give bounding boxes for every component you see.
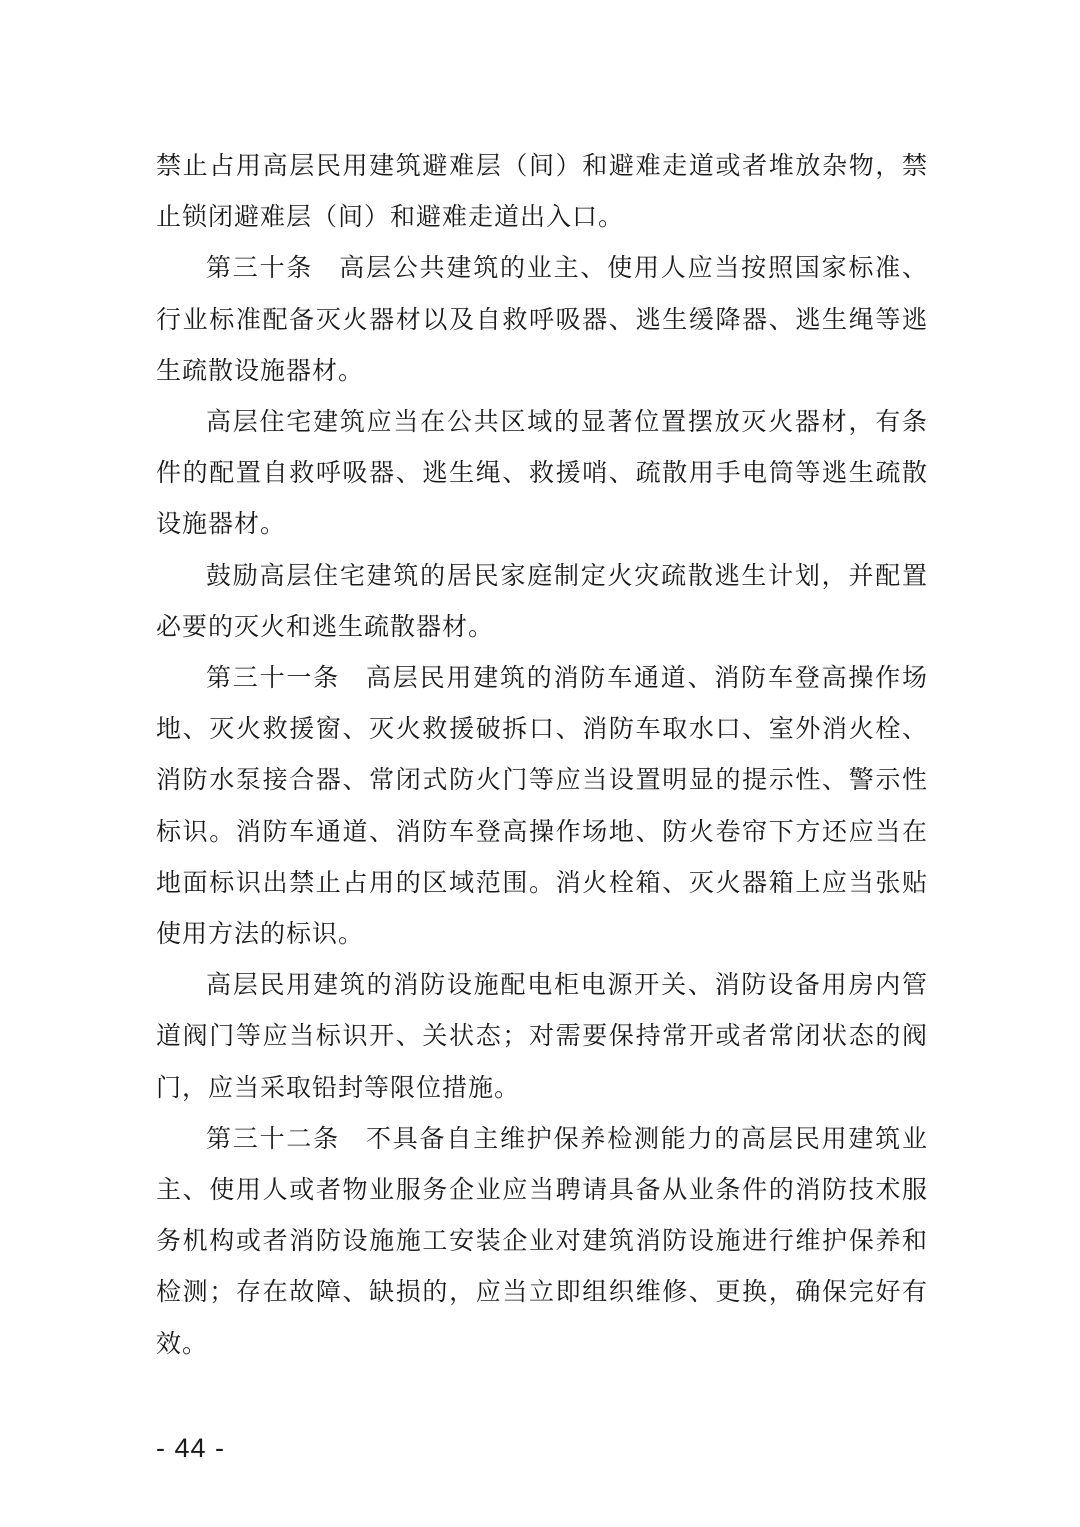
paragraph-text: 禁止占用高层民用建筑避难层（间）和避难走道或者堆放杂物，禁止锁闭避难层（间）和避难走道出入口。 xyxy=(156,151,928,232)
paragraph-text: 高层住宅建筑应当在公共区域的显著位置摆放灭火器材，有条件的配置自救呼吸器、逃生绳、救援哨、疏散用手电筒等逃生疏散设施器材。 xyxy=(156,407,928,539)
article-number: 第三十条 xyxy=(206,253,314,283)
article-32-paragraph xyxy=(156,1113,928,1369)
article-number: 第三十一条 xyxy=(206,663,340,693)
page-number: - 44 - xyxy=(156,1433,226,1463)
paragraph-valve-status xyxy=(156,959,928,1113)
paragraph-text: 高层民用建筑的消防设施配电柜电源开关、消防设备用房内管道阀门等应当标识开、关状态；对需要保持常开或者常闭状态的阀门，应当采取铅封等限位措施。 xyxy=(156,970,928,1102)
article-30-paragraph xyxy=(156,242,928,396)
paragraph-text: 不具备自主维护保养检测能力的高层民用建筑业主、使用人或者物业服务企业应当聘请具备从业条件的消防技术服务机构或者消防设施施工安装企业对建筑消防设施进行维护保养和检测；存在故障、缺损的，应当立即组织维修、更换，确保完好有效。 xyxy=(156,1123,928,1358)
article-31-paragraph xyxy=(156,652,928,959)
paragraph-text: 高层民用建筑的消防车通道、消防车登高操作场地、灭火救援窗、灭火救援破拆口、消防车取水口、室外消火栓、消防水泵接合器、常闭式防火门等应当设置明显的提示性、警示性标识。消防车通道、消防车登高操作场地、防火卷帘下方还应当在地面标识出禁止占用的区域范围。消火栓箱、灭火器箱上应当张贴使用方法的标识。 xyxy=(156,663,928,949)
body-text xyxy=(156,140,928,1369)
paragraph-text: 高层公共建筑的业主、使用人应当按照国家标准、行业标准配备灭火器材以及自救呼吸器、逃生缓降器、逃生绳等逃生疏散设施器材。 xyxy=(156,253,928,385)
paragraph-evacuation-plan xyxy=(156,550,928,652)
article-number: 第三十二条 xyxy=(206,1123,340,1153)
paragraph-continuation xyxy=(156,140,928,242)
paragraph-text: 鼓励高层住宅建筑的居民家庭制定火灾疏散逃生计划，并配置必要的灭火和逃生疏散器材。 xyxy=(156,560,928,641)
paragraph-residential-equipment xyxy=(156,396,928,550)
